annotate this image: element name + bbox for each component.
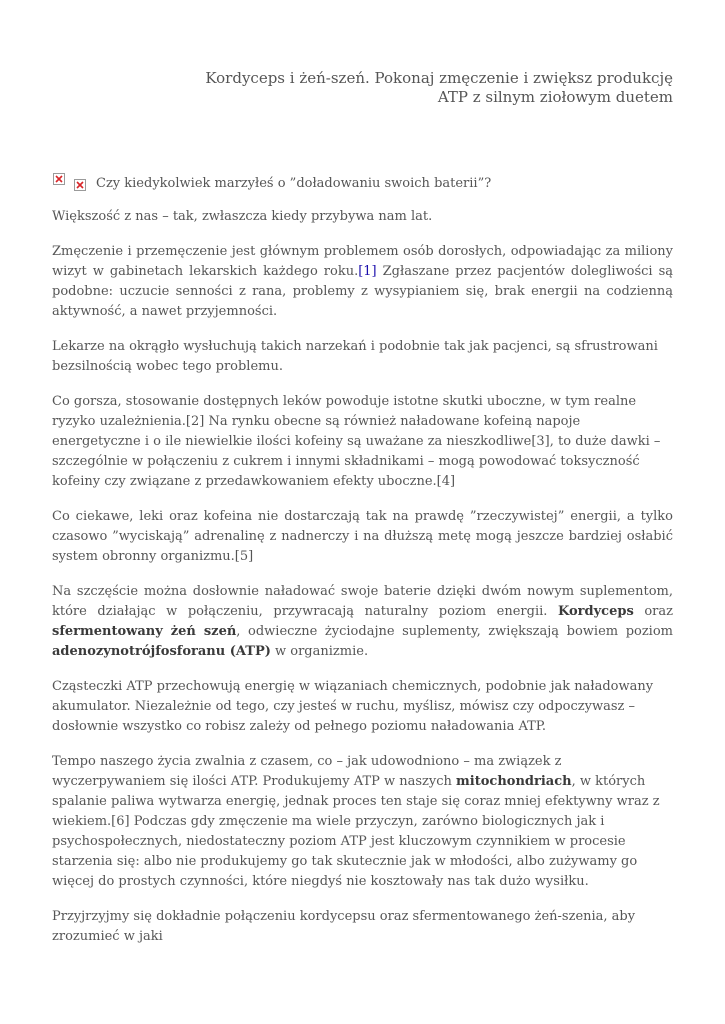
paragraph: Większość z nas – tak, zwłaszcza kiedy przybywa nam lat.: [52, 209, 433, 224]
paragraph: [52, 582, 673, 662]
paragraph-text: , odwieczne życiodajne suplementy, zwiększają bowiem poziom: [236, 624, 673, 639]
broken-image-icon: [74, 179, 86, 191]
paragraph: Lekarze na okrągło wysłuchują takich narzekań i podobnie tak jak pacjenci, są sfrustrowani bezsilnością wobec tego problemu.: [52, 339, 658, 374]
paragraph-text: oraz: [633, 604, 673, 619]
emphasis: sfermentowany żeń szeń: [52, 624, 237, 639]
paragraph: Przyjrzyjmy się dokładnie połączeniu kordycepsu oraz sfermentowanego żeń-szenia, aby zrozumieć w jaki: [52, 909, 636, 944]
paragraph-text: w organizmie.: [270, 644, 369, 659]
paragraph-text: Na szczęście można dosłownie naładować swoje baterie dzięki dwóm nowym suplementom, które działając w połączeniu, przywracają naturalny poziom energii.: [52, 584, 673, 619]
footnote-link[interactable]: [1]: [358, 264, 377, 279]
paragraph-text: Tempo naszego życia zwalnia z czasem, co – jak udowodniono – ma związek z wyczerpywaniem się ilości ATP. Produkujemy ATP w naszych: [52, 754, 562, 789]
broken-image-icon: [53, 173, 65, 185]
intro-question: Czy kiedykolwiek marzyłeś o ”doładowaniu swoich baterii”?: [96, 176, 492, 191]
intro-row: [52, 172, 673, 196]
paragraph: Co ciekawe, leki oraz kofeina nie dostarczają tak na prawdę ”rzeczywistej” energii, a tylko czasowo ”wyciskają” adrenalinę z nadnerczy i na dłuższą metę mogą jeszcze bardziej osłabić system obronny organizmu.[5]: [52, 509, 673, 564]
paragraph: [52, 242, 673, 322]
article-body: [52, 207, 673, 962]
paragraph: Cząsteczki ATP przechowują energię w wiązaniach chemicznych, podobnie jak naładowany akumulator. Niezależnie od tego, czy jesteś w ruchu, myślisz, mówisz czy odpoczywasz – dosłownie wszystko co robisz zależy od pełnego poziomu naładowania ATP.: [52, 679, 654, 734]
paragraph-text: Zmęczenie i przemęczenie jest głównym problemem osób dorosłych, odpowiadając za miliony wizyt w gabinetach lekarskich każdego roku.: [52, 244, 673, 279]
paragraph-text: Zgłaszane przez pacjentów dolegliwości są podobne: uczucie senności z rana, problemy z wysypianiem się, brak energii na codzienną aktywność, a nawet przyjemności.: [52, 264, 673, 319]
paragraph-text: , w których spalanie paliwa wytwarza energię, jednak proces ten staje się coraz mniej efektywny wraz z wiekiem.[6] Podczas gdy zmęczenie ma wiele przyczyn, zarówno biologicznych jak i psychospołecznych, niedostateczny poziom ATP jest kluczowym czynnikiem w procesie starzenia się: albo nie produkujemy go tak skutecznie jak w młodości, albo zużywamy go więcej do prostych czynności, które niegdyś nie kosztowały nas tak dużo wysiłku.: [52, 774, 660, 889]
emphasis: adenozynotrójfosforanu (ATP): [52, 644, 271, 659]
emphasis: Kordyceps: [557, 604, 634, 619]
paragraph: [52, 752, 673, 892]
emphasis: mitochondriach: [456, 774, 572, 789]
paragraph: Co gorsza, stosowanie dostępnych leków powoduje istotne skutki uboczne, w tym realne ryzyko uzależnienia.[2] Na rynku obecne są również naładowane kofeiną napoje energetyczne i o ile niewielkie ilości kofeiny są uważane za nieszkodliwe[3], to duże dawki – szczególnie w połączeniu z cukrem i innymi składnikami – mogą powodować toksyczność kofeiny czy związane z przedawkowaniem efekty uboczne.[4]: [52, 394, 661, 489]
article-title: Kordyceps i żeń-szeń. Pokonaj zmęczenie i zwiększ produkcję ATP z silnym ziołowym duetem: [205, 69, 673, 106]
